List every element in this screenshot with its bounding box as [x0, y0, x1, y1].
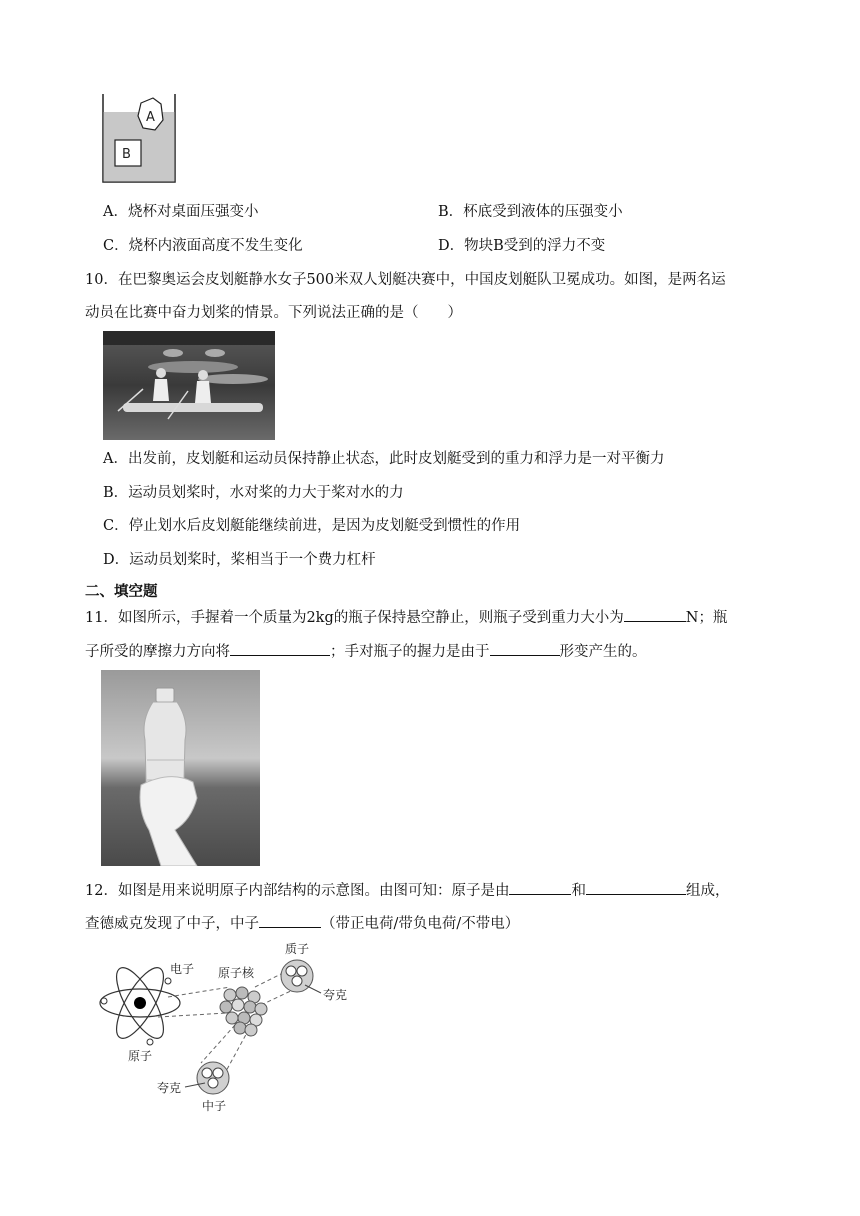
beaker-figure	[95, 88, 185, 188]
q11-text-2a: 子所受的摩擦力方向将	[85, 644, 230, 660]
q12-line2	[85, 913, 519, 934]
q12-text-1a: 12．如图是用来说明原子内部结构的示意图。由图可知：原子是由	[85, 883, 510, 899]
block-a-label: A	[146, 110, 155, 125]
nucleus-icon	[220, 987, 267, 1036]
label-quark-bottom: 夸克	[157, 1081, 182, 1095]
q11-line2	[85, 641, 647, 662]
proton-icon	[281, 960, 313, 992]
neutron-icon	[197, 1062, 229, 1094]
q12-blank-3[interactable]	[259, 913, 321, 928]
q10-option-c: C．停止划水后皮划艇能继续前进，是因为皮划艇受到惯性的作用	[103, 518, 521, 534]
q9-option-c: C．烧杯内液面高度不发生变化	[103, 238, 303, 254]
q12-text-2b: （带正电荷/带负电荷/不带电）	[321, 916, 520, 932]
label-atom: 原子	[128, 1049, 153, 1063]
q11-blank-3[interactable]	[490, 641, 560, 656]
q11-text-1a: 11．如图所示，手握着一个质量为2kg的瓶子保持悬空静止，则瓶子受到重力大小为	[85, 610, 624, 626]
q12-line1	[85, 880, 729, 901]
q11-text-1b: N；瓶	[685, 610, 728, 626]
q11-blank-1[interactable]	[624, 607, 686, 622]
q11-line1	[85, 607, 727, 628]
section-title-fill-in: 二、填空题	[85, 584, 158, 600]
label-electron: 电子	[170, 962, 195, 976]
q11-text-2b: ；手对瓶子的握力是由于	[330, 644, 490, 660]
q9-option-b: B．杯底受到液体的压强变小	[438, 204, 623, 220]
q9-option-d: D．物块B受到的浮力不变	[438, 238, 606, 254]
block-b-label: B	[122, 147, 131, 162]
label-proton: 质子	[285, 942, 310, 956]
label-neutron: 中子	[202, 1099, 227, 1113]
q11-blank-2[interactable]	[230, 641, 330, 656]
q12-text-2a: 查德威克发现了中子，中子	[85, 916, 259, 932]
canoe-photo	[103, 331, 275, 440]
q10-option-a: A．出发前，皮划艇和运动员保持静止状态，此时皮划艇受到的重力和浮力是一对平衡力	[103, 451, 665, 467]
q11-text-2c: 形变产生的。	[559, 644, 647, 660]
label-quark-top: 夸克	[323, 988, 348, 1002]
q12-blank-1[interactable]	[509, 880, 571, 895]
atom-structure-diagram	[95, 935, 365, 1115]
q10-stem-line2: 动员在比赛中奋力划桨的情景。下列说法正确的是（ ）	[85, 305, 462, 321]
q9-option-a: A．烧杯对桌面压强变小	[103, 204, 259, 220]
q12-text-1b: 和	[571, 883, 586, 899]
q10-option-b: B．运动员划桨时，水对桨的力大于桨对水的力	[103, 485, 404, 501]
q12-text-1c: 组成，	[685, 883, 730, 899]
q10-stem-line1: 10．在巴黎奥运会皮划艇静水女子500米双人划艇决赛中，中国皮划艇队卫冕成功。如图，是两名运	[85, 272, 726, 288]
bottle-photo	[101, 670, 260, 866]
q10-option-d: D．运动员划桨时，桨相当于一个费力杠杆	[103, 552, 376, 568]
q12-blank-2[interactable]	[586, 880, 686, 895]
atom-icon	[100, 961, 180, 1045]
label-nucleus: 原子核	[218, 966, 255, 980]
